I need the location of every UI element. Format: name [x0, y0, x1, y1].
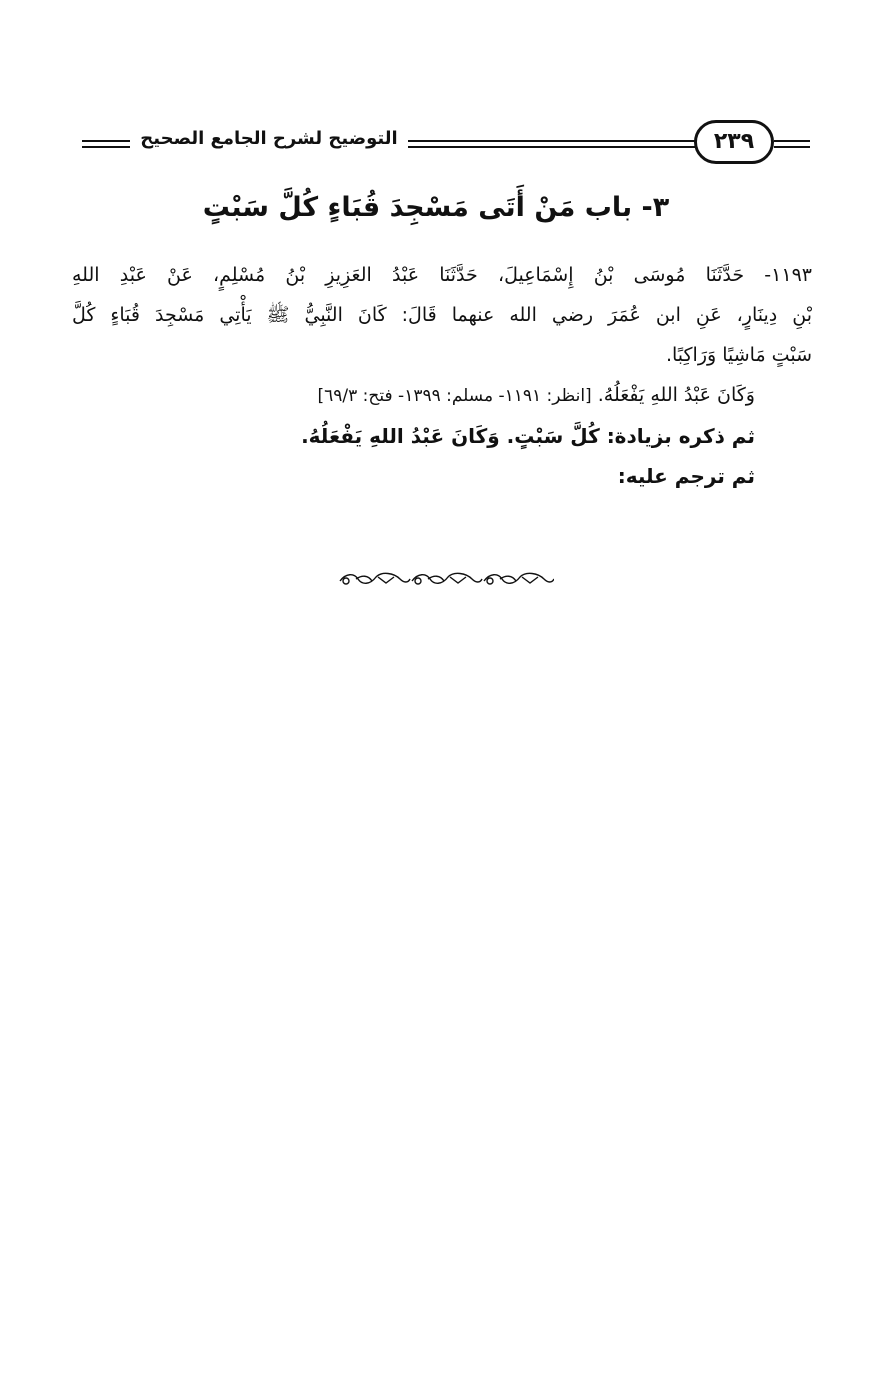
hadith-line-4 [72, 375, 812, 416]
ornament-motif-1 [340, 573, 410, 584]
ornament-divider [338, 569, 554, 589]
ornament-motif-3 [484, 573, 554, 584]
commentary-line-2: ثم ترجم عليه: [617, 464, 755, 488]
header-rule-left [82, 140, 130, 148]
hadith-line-4-text: وَكَانَ عَبْدُ اللهِ يَفْعَلُهُ. [597, 384, 755, 406]
body-text [72, 255, 812, 496]
book-title: التوضيح لشرح الجامع الصحيح [140, 128, 398, 149]
page-number-badge: ٢٣٩ [694, 120, 774, 164]
commentary-line-1: ثم ذكره بزيادة: كُلَّ سَبْتٍ. وَكَانَ عَبْدُ اللهِ يَفْعَلُهُ. [301, 424, 755, 448]
header-rule-middle [408, 140, 698, 148]
hadith-line-2: بْنِ دِينَارٍ، عَنِ ابن عُمَرَ رضي الله عنهما قَالَ: كَانَ النَّبِيُّ ﷺ يَأْتِي مَسْجِدَ قُبَاءٍ كُلَّ [72, 304, 812, 326]
hadith-line-3: سَبْتٍ مَاشِيًا وَرَاكِبًا. [665, 344, 812, 366]
hadith-line-1: ١١٩٣- حَدَّثَنَا مُوسَى بْنُ إِسْمَاعِيلَ، حَدَّثَنَا عَبْدُ العَزِيزِ بْنُ مُسْلِمٍ، عَنْ عَبْدِ اللهِ [72, 264, 812, 286]
chapter-heading: ٣- باب مَنْ أَتَى مَسْجِدَ قُبَاءٍ كُلَّ سَبْتٍ [202, 192, 670, 223]
source-references: [انظر: ١١٩١- مسلم: ١٣٩٩- فتح: ٦٩/٣] [317, 386, 592, 406]
header-rule-right [774, 140, 810, 148]
ornament-motif-2 [412, 573, 482, 584]
running-header [82, 118, 810, 174]
